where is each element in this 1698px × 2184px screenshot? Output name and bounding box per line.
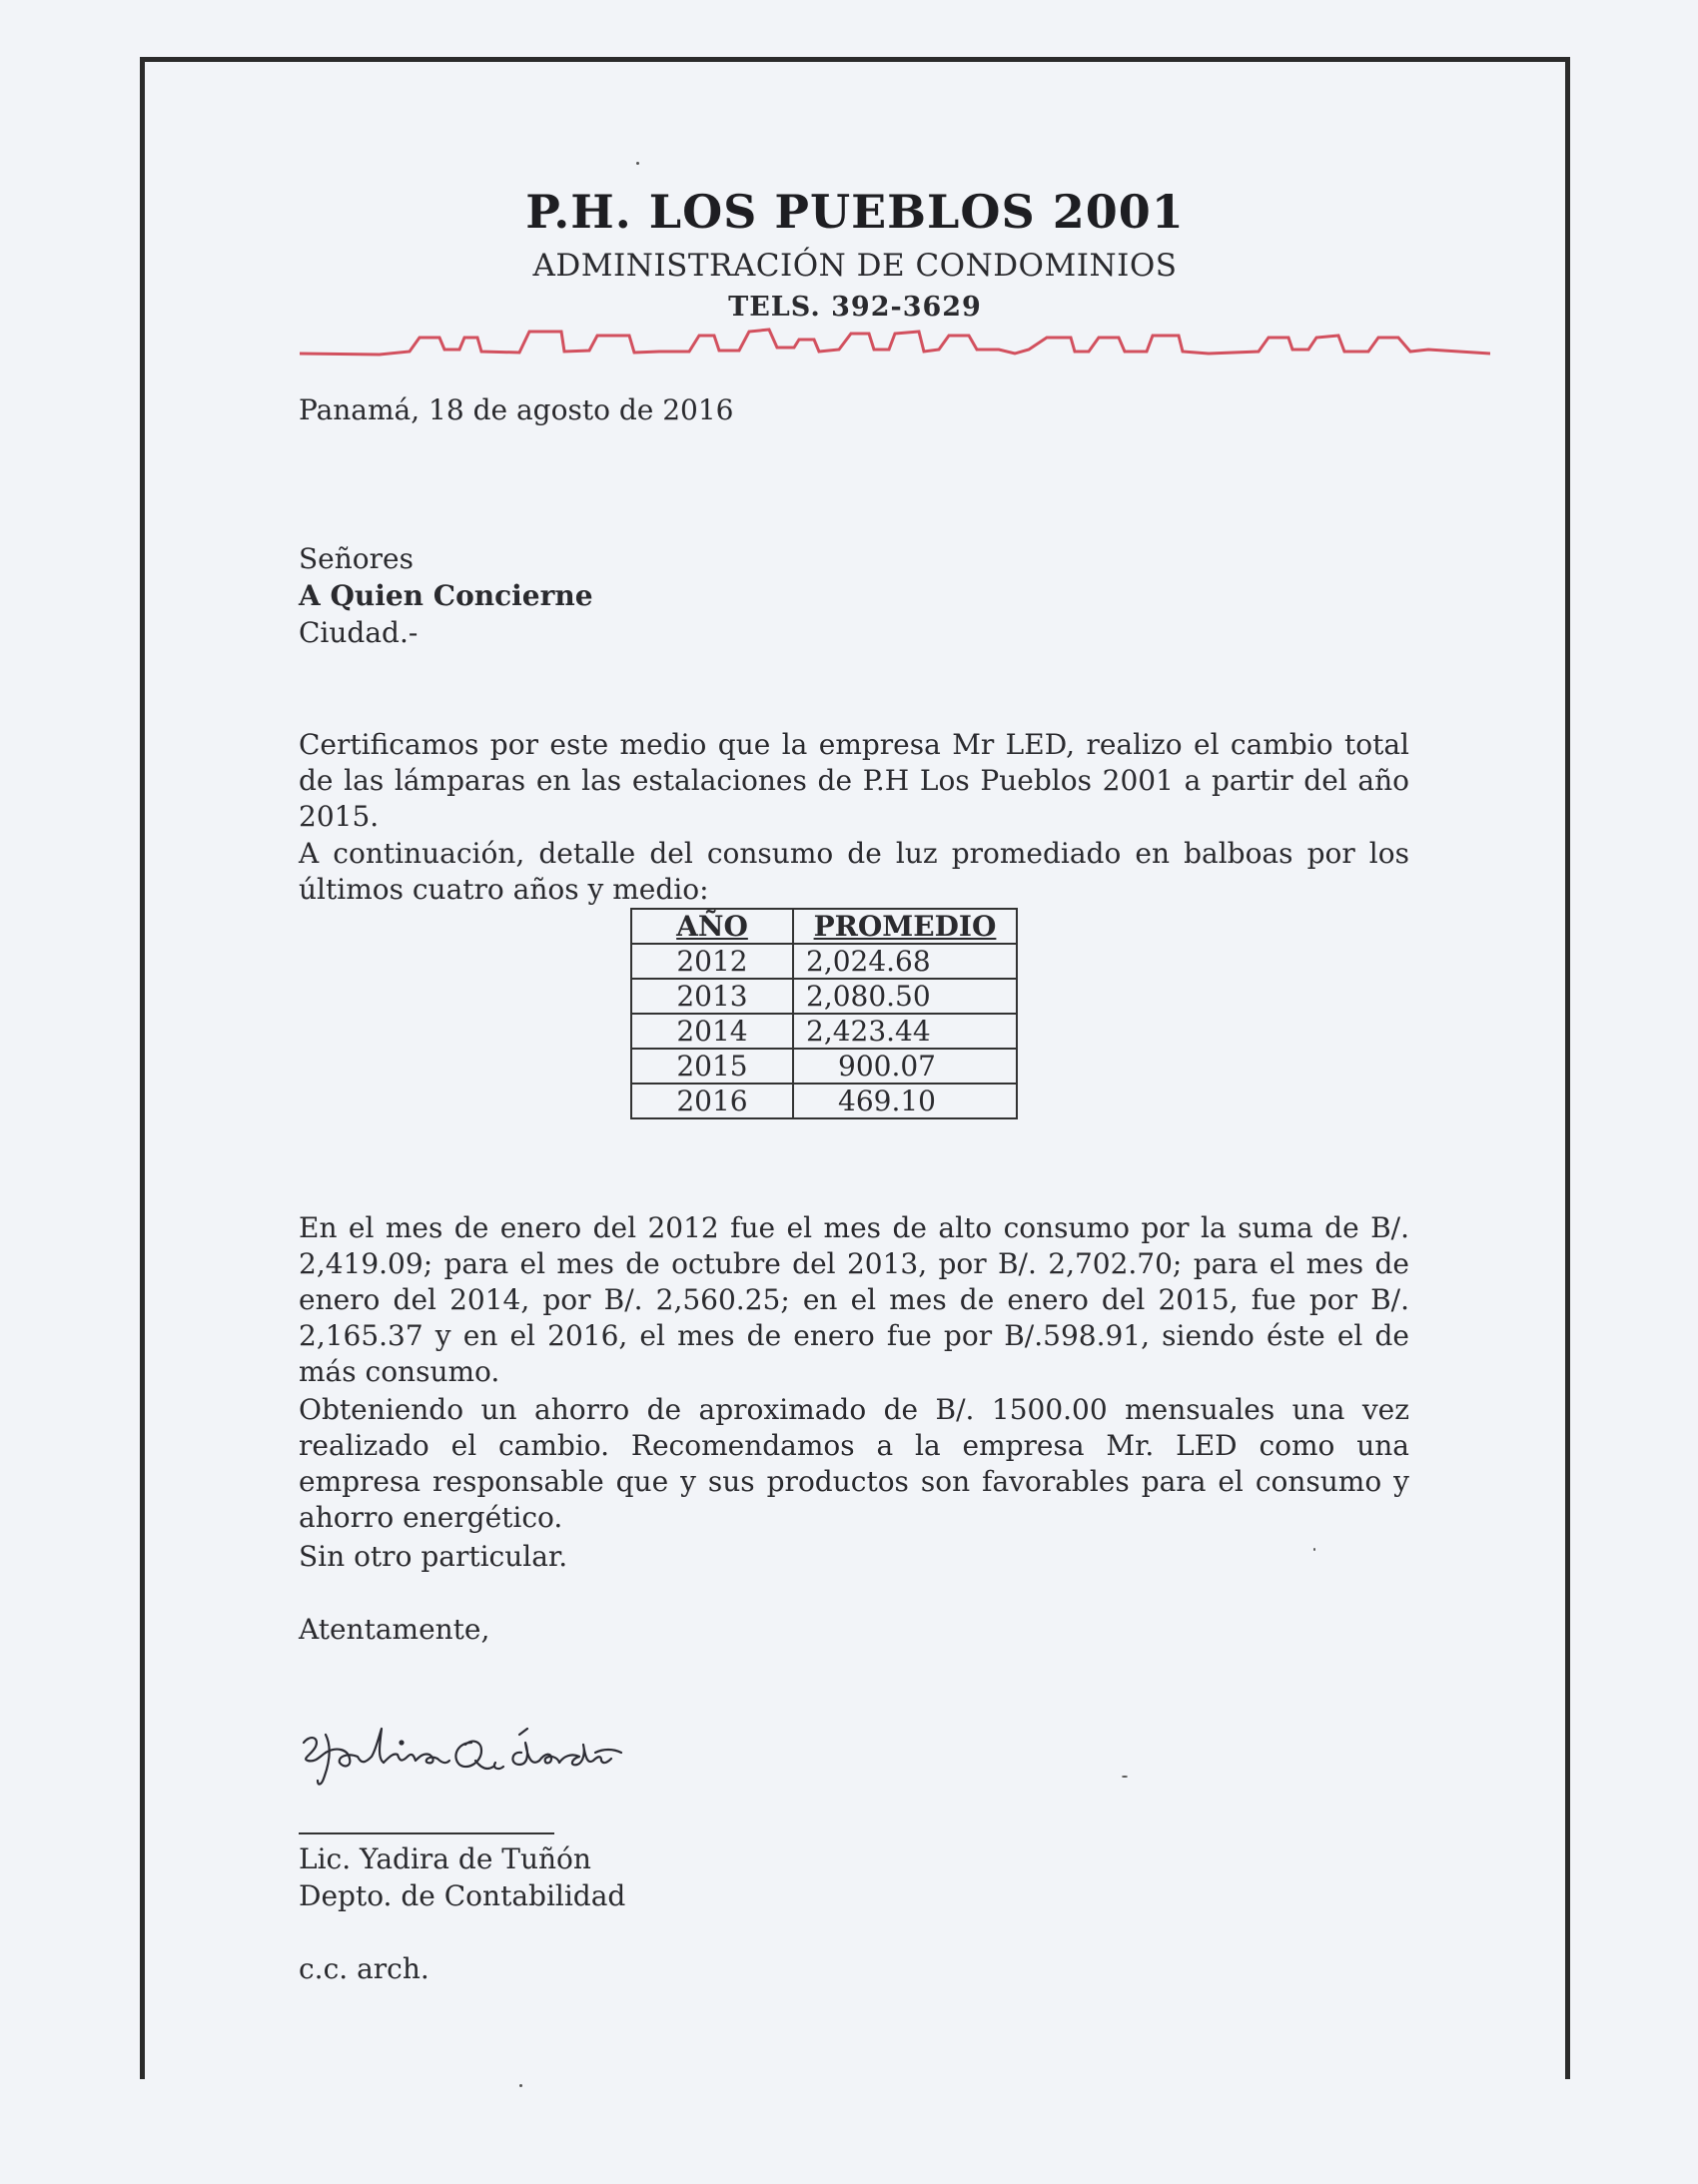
table-cell-average: 469.10 (793, 1084, 1017, 1118)
signer-department: Depto. de Contabilidad (299, 1879, 626, 1912)
scan-speck (1313, 1548, 1315, 1551)
table-row (631, 1014, 1017, 1049)
table-header-row (631, 909, 1017, 944)
paragraph-savings: Obteniendo un ahorro de aproximado de B/. 1500.00 mensuales una vez realizado el cambio. Recomendamos a la empresa Mr. LED como una empresa responsable que y sus productos son favorables para el consumo y ahorro energético. (299, 1393, 1409, 1534)
table-row (631, 1084, 1017, 1118)
page-frame-top-border (140, 57, 1570, 62)
table-row (631, 944, 1017, 979)
page-frame-left-border (140, 57, 145, 2079)
scan-speck (636, 162, 639, 165)
table-cell-average: 900.07 (793, 1049, 1017, 1084)
recipient-salutation: Señores (299, 542, 414, 575)
organization-subtitle: ADMINISTRACIÓN DE CONDOMINIOS (532, 248, 1178, 284)
table-row (631, 979, 1017, 1014)
letterhead (145, 180, 1565, 328)
signer-name: Lic. Yadira de Tuñón (299, 1842, 591, 1875)
paragraph-regards: Atentamente, (299, 1613, 490, 1646)
table-cell-year: 2016 (631, 1084, 793, 1118)
table-row (631, 1049, 1017, 1084)
page-frame-right-border (1565, 57, 1570, 2079)
scan-speck (519, 2084, 522, 2087)
paragraph-closing: Sin otro particular. (299, 1540, 568, 1573)
table-header-year: AÑO (631, 909, 793, 944)
table-cell-year: 2014 (631, 1014, 793, 1049)
organization-phone: TELS. 392-3629 (728, 292, 982, 323)
carbon-copy-note: c.c. arch. (299, 1952, 429, 1985)
recipient-name: A Quien Concierne (299, 579, 593, 612)
table-cell-year: 2013 (631, 979, 793, 1014)
paragraph-table-intro: A continuación, detalle del consumo de luz promediado en balboas por los últimos cuatro años y medio: (299, 837, 1409, 906)
table-cell-average: 2,080.50 (793, 979, 1017, 1014)
skyline-logo-graphic (300, 326, 1490, 360)
table-cell-year: 2015 (631, 1049, 793, 1084)
paragraph-high-consumption: En el mes de enero del 2012 fue el mes de alto consumo por la suma de B/. 2,419.09; para el mes de octubre del 2013, por B/. 2,702.70; para el mes de enero del 2014, por B/. 2,560.25; en el mes de enero del 2015, fue por B/. 2,165.37 y en el 2016, el mes de enero fue por B/.598.91, siendo éste el de más consumo. (299, 1211, 1409, 1388)
consumption-table (630, 908, 1018, 1119)
table-cell-average: 2,024.68 (793, 944, 1017, 979)
table-cell-year: 2012 (631, 944, 793, 979)
table-cell-average: 2,423.44 (793, 1014, 1017, 1049)
scan-speck (1122, 1776, 1128, 1778)
handwritten-signature (296, 1713, 625, 1793)
table-header-average: PROMEDIO (793, 909, 1017, 944)
organization-name: P.H. LOS PUEBLOS 2001 (525, 185, 1185, 239)
paragraph-certify: Certificamos por este medio que la empresa Mr LED, realizo el cambio total de las lámparas en las estalaciones de P.H Los Pueblos 2001 a partir del año 2015. (299, 728, 1409, 833)
recipient-city: Ciudad.- (299, 616, 419, 649)
signature-line (299, 1832, 554, 1834)
letter-date: Panamá, 18 de agosto de 2016 (299, 393, 734, 426)
